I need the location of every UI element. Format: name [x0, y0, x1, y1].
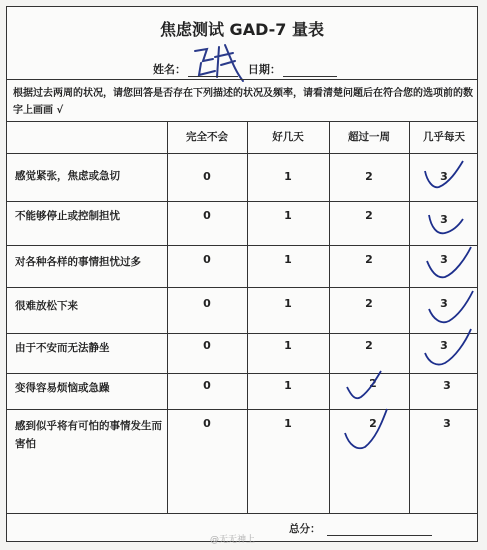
total-label: 总分：: [289, 523, 321, 535]
score-option[interactable]: 3: [443, 379, 451, 392]
check-mark-icon: [421, 243, 477, 287]
divider: [7, 121, 477, 122]
score-option[interactable]: 0: [203, 339, 211, 352]
row-divider: [7, 201, 477, 202]
score-option[interactable]: 1: [284, 339, 292, 352]
row-divider: [7, 373, 477, 374]
question-text: 对各种各样的事情担忧过多: [15, 256, 141, 268]
row-divider: [7, 245, 477, 246]
column-header: 完全不会: [186, 131, 228, 143]
divider: [7, 79, 477, 80]
check-mark-icon: [339, 403, 393, 455]
score-option[interactable]: 3: [440, 297, 448, 310]
score-option[interactable]: 0: [203, 170, 211, 183]
question-text: 变得容易烦恼或急躁: [15, 382, 110, 394]
date-label: 日期：: [247, 63, 281, 76]
form-title: 焦虑测试 GAD-7 量表: [159, 20, 324, 39]
column-divider: [329, 121, 330, 513]
check-mark-icon: [417, 325, 477, 371]
total-field[interactable]: [327, 523, 432, 536]
score-option[interactable]: 3: [440, 339, 448, 352]
score-option[interactable]: 2: [365, 339, 373, 352]
score-option[interactable]: 1: [284, 417, 292, 430]
score-option[interactable]: 2: [365, 297, 373, 310]
score-option[interactable]: 0: [203, 253, 211, 266]
question-text: 很难放松下来: [15, 300, 78, 312]
row-divider: [7, 409, 477, 410]
name-date-line: [153, 61, 337, 77]
column-divider: [247, 121, 248, 513]
score-option[interactable]: 1: [284, 170, 292, 183]
score-option[interactable]: 1: [284, 297, 292, 310]
score-option[interactable]: 3: [440, 253, 448, 266]
score-option[interactable]: 2: [369, 377, 377, 390]
row-divider: [7, 153, 477, 154]
question-text: 感觉紧张，焦虑或急切: [15, 170, 120, 182]
name-label: 姓名：: [153, 63, 186, 76]
watermark: @无无神上: [210, 535, 256, 545]
score-option[interactable]: 1: [284, 253, 292, 266]
check-mark-icon: [423, 205, 473, 245]
column-divider: [167, 121, 168, 513]
score-option[interactable]: 1: [284, 379, 292, 392]
score-option[interactable]: 0: [203, 379, 211, 392]
score-option[interactable]: 3: [440, 213, 448, 226]
question-text: 感到似乎将有可怕的事情发生而害怕: [15, 420, 162, 450]
score-option[interactable]: 0: [203, 297, 211, 310]
score-option[interactable]: 3: [440, 170, 448, 183]
gad7-form: [6, 6, 478, 542]
row-divider: [7, 287, 477, 288]
check-mark-icon: [343, 365, 389, 405]
check-mark-icon: [419, 157, 469, 197]
date-field[interactable]: [283, 64, 337, 77]
score-option[interactable]: 2: [365, 253, 373, 266]
score-option[interactable]: 2: [365, 209, 373, 222]
column-divider: [409, 121, 410, 513]
row-divider: [7, 333, 477, 334]
total-score: [289, 521, 432, 536]
score-option[interactable]: 0: [203, 417, 211, 430]
score-option[interactable]: 2: [369, 417, 377, 430]
score-option[interactable]: 0: [203, 209, 211, 222]
column-header: 几乎每天: [423, 131, 465, 143]
question-text: 不能够停止或控制担忧: [15, 210, 120, 222]
score-option[interactable]: 3: [443, 417, 451, 430]
column-header: 好几天: [272, 131, 304, 143]
score-option[interactable]: 2: [365, 170, 373, 183]
score-option[interactable]: 1: [284, 209, 292, 222]
row-divider: [7, 513, 477, 514]
instructions: 根据过去两周的状况，请您回答是否存在下列描述的状况及频率，请看清楚问题后在符合您的选项前的数字上画画 √: [13, 88, 473, 116]
name-field[interactable]: [188, 64, 238, 77]
column-header: 超过一周: [348, 131, 390, 143]
question-text: 由于不安而无法静坐: [15, 342, 110, 354]
